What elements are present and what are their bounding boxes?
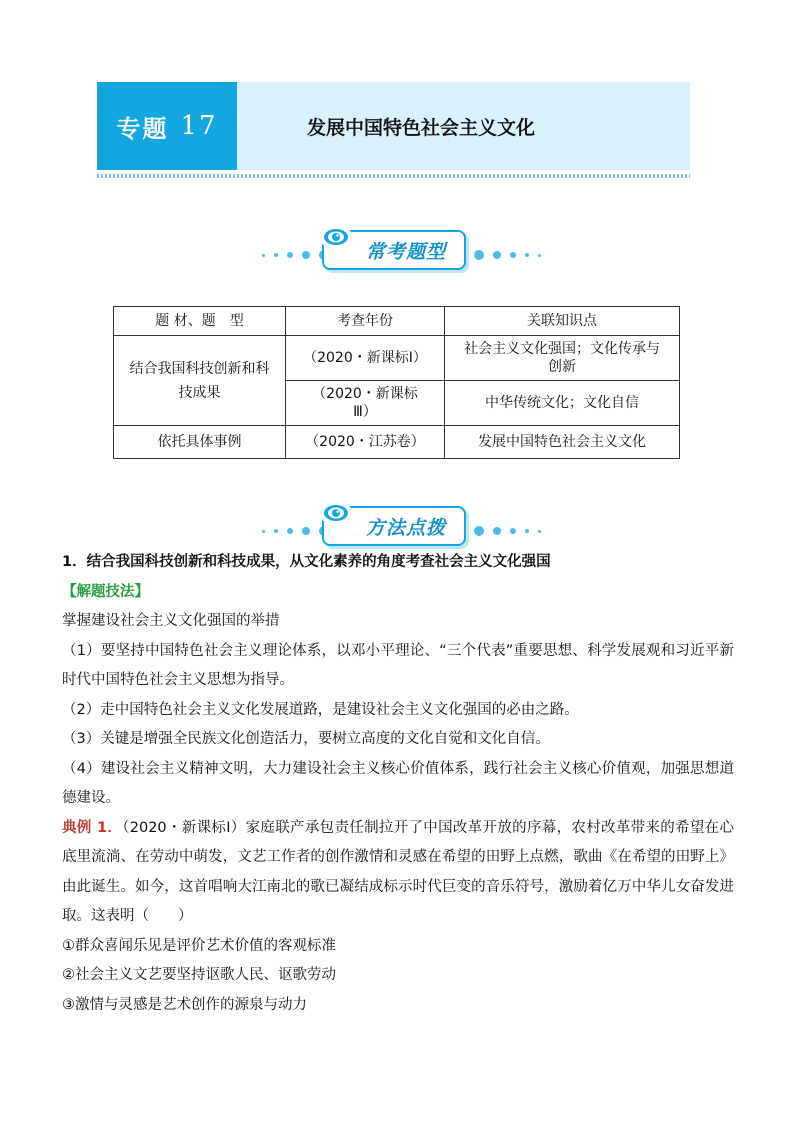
table-cell: 中华传统文化；文化自信 [445,381,680,426]
table-cell: （2020・新课标Ⅲ） [286,381,445,426]
table-cell: 社会主义文化强国；文化传承与创新 [445,336,680,381]
point-item: （3）关键是增强全民族文化创造活力，要树立高度的文化自觉和文化自信。 [62,731,550,747]
example-text: （2020・新课标Ⅰ）家庭联产承包责任制拉开了中国改革开放的序幕，农村改革带来的希望在心底里流淌、在劳动中萌发，文艺工作者的创作激情和灵感在希望的田野上点燃，歌曲《在希望的田野上》由此诞生。如今，这首唱响大江南北的歌已凝结成标示时代巨变的音乐符号，激励着亿万中华儿女奋发进取。这表明（ ） [62,819,734,924]
topic-number: 17 [180,111,218,141]
method-content [62,548,734,1020]
section-label: 方法点拨 [365,516,446,539]
table-row [114,336,680,381]
option-item: ②社会主义文艺要坚持讴歌人民、讴歌劳动 [62,967,336,983]
tip-label: 【解题技法】 [62,583,149,600]
point-item: （2）走中国特色社会主义文化发展道路，是建设社会主义文化强国的必由之路。 [62,701,579,718]
point-item: （4）建设社会主义精神文明，大力建设社会主义核心价值体系，践行社会主义核心价值观，加强思想道德建设。 [62,760,734,806]
section-label: 常考题型 [365,240,446,263]
table-header-row [114,307,680,336]
example-label: 典例 1． [62,819,123,836]
page-title: 发展中国特色社会主义文化 [307,116,536,139]
table-cell: 发展中国特色社会主义文化 [445,426,680,459]
eye-icon [320,224,352,250]
intro-text: 掌握建设社会主义文化强国的举措 [62,613,280,629]
option-item: ①群众喜闻乐见是评价艺术价值的客观标准 [62,937,336,954]
eye-icon [320,500,352,526]
banner-divider [97,174,690,178]
section-heading-common-types [0,222,794,272]
column-header: 考查年份 [286,307,445,336]
point-item: （1）要坚持中国特色社会主义理论体系，以邓小平理论、“三个代表”重要思想、科学发展观和习近平新时代中国特色社会主义思想为指导。 [62,642,734,688]
right-dots [474,526,541,536]
section-heading-methods [0,498,794,548]
left-dots [262,250,329,260]
section-badge [322,506,466,546]
right-dots [474,250,541,260]
topic-badge [97,82,237,170]
topic-banner [97,82,690,170]
exam-topics-table [113,306,680,459]
table-cell: （2020・新课标Ⅰ） [286,336,445,381]
left-dots [262,526,329,536]
table-cell: （2020・江苏卷） [286,426,445,459]
topic-label: 专题 [116,113,169,143]
column-header: 关联知识点 [445,307,680,336]
column-header: 题 材、题 型 [114,307,286,336]
table-row [114,426,680,459]
section-badge [322,230,466,270]
question-heading: 1．结合我国科技创新和科技成果，从文化素养的角度考查社会主义文化强国 [62,554,551,570]
table-cell: 结合我国科技创新和科技成果 [114,336,286,426]
example-paragraph [62,814,734,932]
table-cell: 依托具体事例 [114,426,286,459]
option-item: ③激情与灵感是艺术创作的源泉与动力 [62,996,307,1013]
